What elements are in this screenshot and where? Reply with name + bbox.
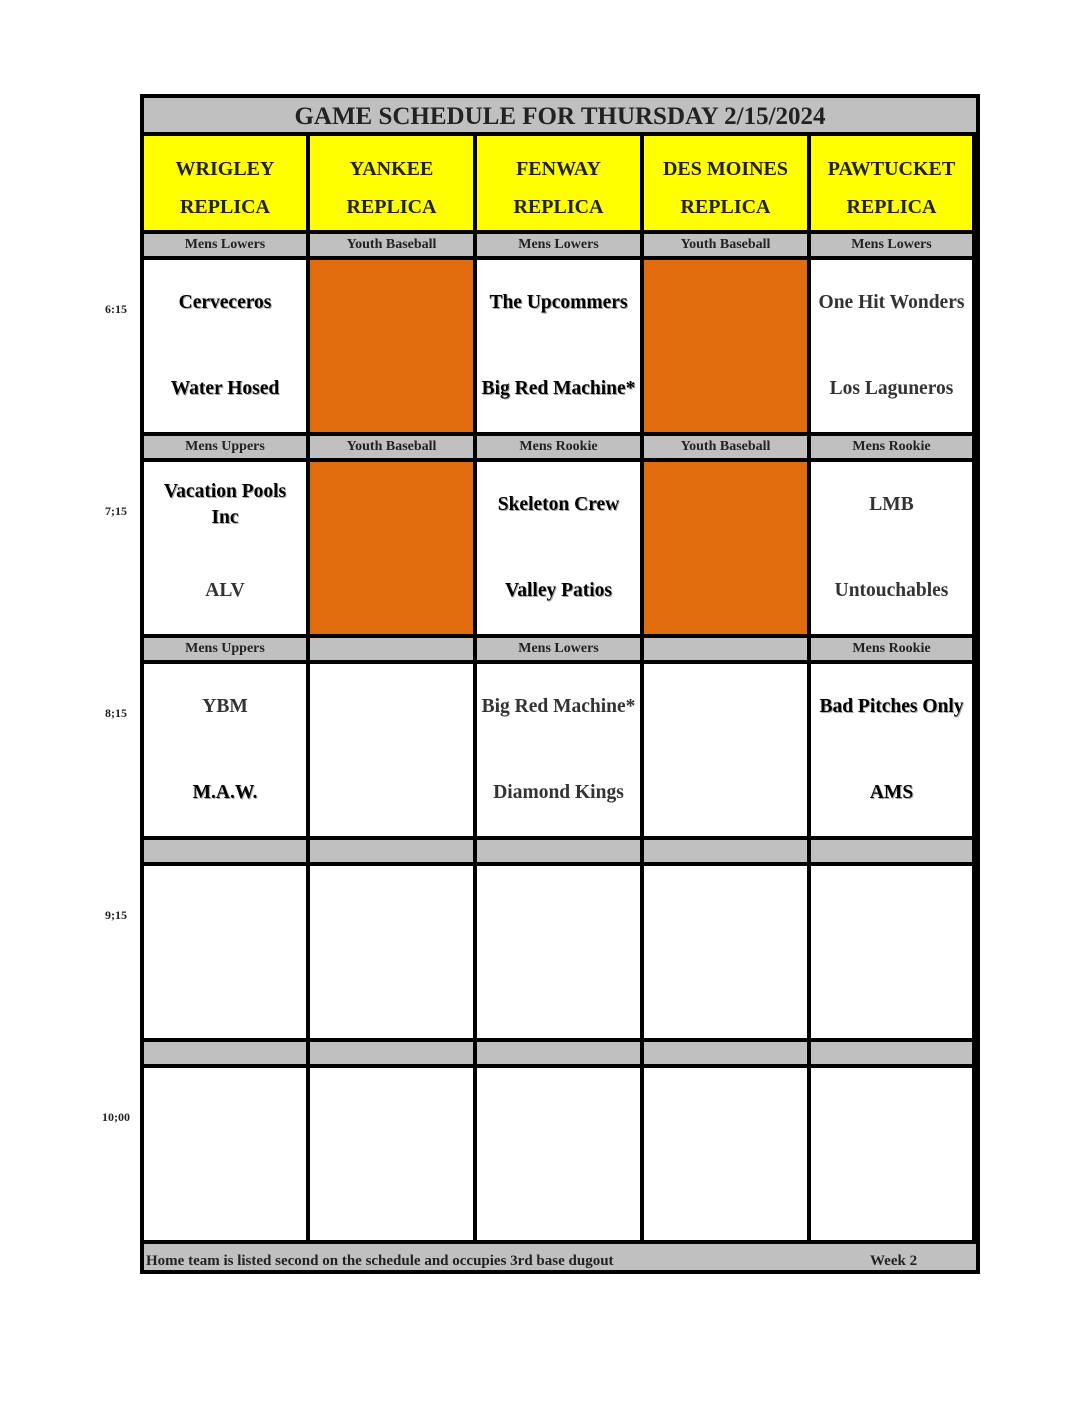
week-label: Week 2 <box>870 1253 918 1269</box>
away-team <box>644 1068 807 1154</box>
game-slot <box>811 1068 972 1240</box>
home-team <box>310 750 473 836</box>
division-label <box>144 840 306 862</box>
home-team: AMS <box>869 782 914 803</box>
time-label: 9;15 <box>105 908 127 922</box>
venue-header-des-moines <box>644 136 807 230</box>
venue-subtitle: REPLICA <box>680 196 771 218</box>
away-team: One Hit Wonders <box>818 292 965 313</box>
away-team: LMB <box>869 494 914 515</box>
time-label: 6:15 <box>105 302 127 316</box>
division-label: Mens Uppers <box>144 436 306 458</box>
away-team <box>644 866 807 952</box>
time-label: 7;15 <box>105 504 127 518</box>
away-team <box>144 1068 306 1154</box>
division-label: Youth Baseball <box>644 436 807 458</box>
venue-header-yankee <box>310 136 473 230</box>
venue-subtitle: REPLICA <box>346 196 437 218</box>
division-label: Mens Rookie <box>811 638 972 660</box>
unavailable-slot <box>644 260 807 432</box>
venue-header-fenway <box>477 136 640 230</box>
game-slot <box>811 866 972 1038</box>
unavailable-slot <box>644 462 807 634</box>
game-slot <box>477 866 640 1038</box>
home-team: Los Laguneros <box>829 378 954 399</box>
home-team <box>477 952 640 1038</box>
away-team <box>310 866 473 952</box>
time-label: 10;00 <box>102 1110 130 1124</box>
venue-name: YANKEE <box>349 158 434 180</box>
division-label: Mens Uppers <box>144 638 306 660</box>
game-slot <box>144 260 306 432</box>
division-label <box>477 1042 640 1064</box>
away-team: Big Red Machine* <box>481 696 636 717</box>
division-label: Youth Baseball <box>310 234 473 256</box>
schedule-table <box>140 94 980 1274</box>
home-team: ALV <box>205 580 245 601</box>
away-team: Cerveceros <box>178 292 272 313</box>
away-team <box>811 1068 972 1154</box>
division-label <box>811 840 972 862</box>
home-team <box>644 1154 807 1240</box>
division-label <box>644 1042 807 1064</box>
venue-header-pawtucket <box>811 136 972 230</box>
away-team: YBM <box>202 696 248 717</box>
division-label <box>310 1042 473 1064</box>
venue-subtitle: REPLICA <box>179 196 270 218</box>
division-label: Youth Baseball <box>310 436 473 458</box>
division-label <box>310 638 473 660</box>
away-team: The Upcommers <box>489 292 628 313</box>
game-slot <box>477 260 640 432</box>
division-label: Mens Lowers <box>144 234 306 256</box>
division-label <box>477 840 640 862</box>
home-team <box>477 1154 640 1240</box>
venue-subtitle: REPLICA <box>846 196 937 218</box>
home-team <box>310 1154 473 1240</box>
away-team <box>811 866 972 952</box>
game-slot <box>644 664 807 836</box>
game-slot <box>144 866 306 1038</box>
game-slot <box>144 462 306 634</box>
home-team: Big Red Machine* <box>481 378 636 399</box>
game-slot <box>310 1068 473 1240</box>
home-team: Valley Patios <box>504 580 613 601</box>
time-label: 8;15 <box>105 706 127 720</box>
division-label: Mens Rookie <box>477 436 640 458</box>
division-label: Mens Lowers <box>477 234 640 256</box>
division-label <box>811 1042 972 1064</box>
game-slot <box>477 462 640 634</box>
venue-subtitle: REPLICA <box>513 196 604 218</box>
venue-name: FENWAY <box>516 158 601 180</box>
home-team: Water Hosed <box>170 378 280 399</box>
unavailable-slot <box>310 462 473 634</box>
game-slot <box>811 260 972 432</box>
game-slot <box>477 664 640 836</box>
home-team <box>811 952 972 1038</box>
away-team <box>644 664 807 750</box>
home-team <box>644 952 807 1038</box>
game-slot <box>310 866 473 1038</box>
venue-name: PAWTUCKET <box>827 158 956 180</box>
division-label: Mens Rookie <box>811 436 972 458</box>
game-slot <box>144 1068 306 1240</box>
venue-header-wrigley <box>144 136 306 230</box>
game-slot <box>644 866 807 1038</box>
away-team <box>144 866 306 952</box>
division-label <box>310 840 473 862</box>
game-slot <box>310 664 473 836</box>
game-slot <box>477 1068 640 1240</box>
away-team: Bad Pitches Only <box>819 696 964 717</box>
division-label: Mens Lowers <box>477 638 640 660</box>
home-team: M.A.W. <box>192 782 258 803</box>
division-label <box>644 638 807 660</box>
division-label <box>644 840 807 862</box>
game-slot <box>144 664 306 836</box>
division-label <box>144 1042 306 1064</box>
unavailable-slot <box>310 260 473 432</box>
away-team <box>310 664 473 750</box>
division-label: Mens Lowers <box>811 234 972 256</box>
venue-name: WRIGLEY <box>175 158 275 180</box>
footer-note: Home team is listed second on the schedule and occupies 3rd base dugout <box>146 1253 614 1269</box>
game-slot <box>811 462 972 634</box>
home-team: Diamond Kings <box>493 782 624 803</box>
home-team: Untouchables <box>834 580 949 601</box>
division-label: Youth Baseball <box>644 234 807 256</box>
venue-name: DES MOINES <box>662 158 789 180</box>
game-slot <box>644 1068 807 1240</box>
home-team <box>811 1154 972 1240</box>
away-team <box>310 1068 473 1154</box>
away-team: Skeleton Crew <box>497 494 620 515</box>
home-team <box>644 750 807 836</box>
game-slot <box>811 664 972 836</box>
home-team <box>144 952 306 1038</box>
schedule-footer <box>144 1244 976 1270</box>
away-team: Vacation Pools Inc <box>163 481 287 528</box>
away-team <box>477 866 640 952</box>
schedule-title: GAME SCHEDULE FOR THURSDAY 2/15/2024 <box>144 98 976 132</box>
home-team <box>310 952 473 1038</box>
home-team <box>144 1154 306 1240</box>
away-team <box>477 1068 640 1154</box>
